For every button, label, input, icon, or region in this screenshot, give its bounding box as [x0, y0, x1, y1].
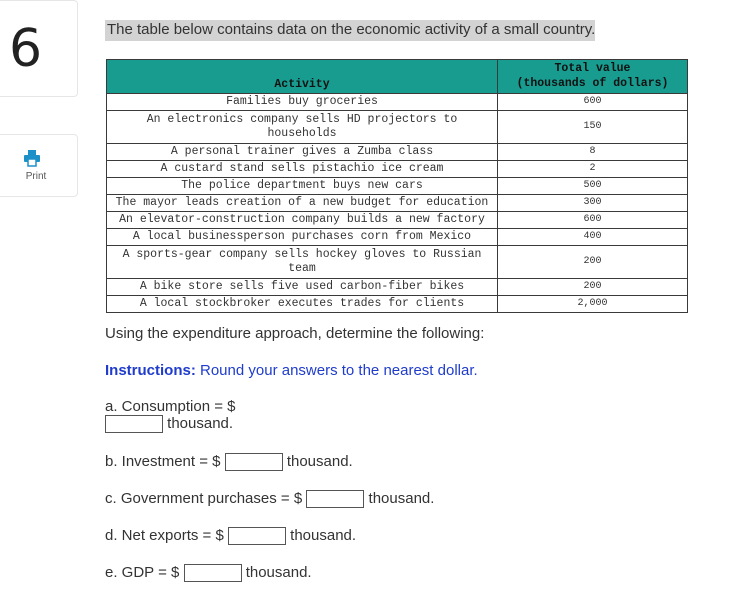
table-row — [107, 229, 688, 246]
net-exports-unit: thousand. — [290, 527, 357, 544]
government-input[interactable] — [306, 490, 364, 508]
activity-cell: An elevator-construction company builds a new factory — [107, 212, 498, 229]
consumption-unit: thousand. — [167, 415, 234, 432]
table-row — [107, 212, 688, 229]
header-total-value — [498, 60, 688, 94]
activity-cell: A local stockbroker executes trades for clients — [107, 296, 498, 313]
question-number-card — [0, 0, 78, 97]
header-value-line1: Total value — [554, 62, 631, 75]
activity-cell: A personal trainer gives a Zumba class — [107, 144, 498, 161]
activity-table — [106, 59, 688, 313]
print-button[interactable] — [0, 134, 78, 197]
activity-cell: The mayor leads creation of a new budget for education — [107, 195, 498, 212]
value-cell: 2,000 — [498, 296, 688, 313]
consumption-label: a. Consumption = $ — [105, 398, 236, 415]
value-cell: 300 — [498, 195, 688, 212]
instructions-label: Instructions: — [105, 362, 196, 379]
activity-cell: The police department buys new cars — [107, 178, 498, 195]
printer-icon — [23, 149, 41, 167]
intro-text: The table below contains data on the economic activity of a small country. — [105, 20, 595, 41]
value-cell: 500 — [498, 178, 688, 195]
gdp-unit: thousand. — [245, 564, 312, 581]
table-header-row — [107, 60, 688, 94]
net-exports-input[interactable] — [228, 527, 286, 545]
activity-cell: An electronics company sells HD projectors to households — [107, 111, 498, 144]
consumption-row — [105, 415, 233, 433]
gdp-input[interactable] — [184, 564, 242, 582]
table-row — [107, 144, 688, 161]
activity-cell: Families buy groceries — [107, 94, 498, 111]
value-cell: 400 — [498, 229, 688, 246]
government-row — [105, 490, 434, 508]
value-cell: 200 — [498, 279, 688, 296]
table-row — [107, 178, 688, 195]
government-label: c. Government purchases = $ — [105, 490, 303, 507]
value-cell: 600 — [498, 212, 688, 229]
activity-cell: A custard stand sells pistachio ice cream — [107, 161, 498, 178]
instructions-text: Round your answers to the nearest dollar. — [195, 362, 478, 379]
print-label: Print — [25, 171, 47, 182]
consumption-input[interactable] — [105, 415, 163, 433]
investment-unit: thousand. — [286, 453, 353, 470]
gdp-label: e. GDP = $ — [105, 564, 180, 581]
instructions — [105, 362, 478, 380]
table-row — [107, 195, 688, 212]
header-activity: Activity — [107, 60, 498, 94]
activity-cell: A local businessperson purchases corn from Mexico — [107, 229, 498, 246]
activity-cell: A sports-gear company sells hockey gloves to Russian team — [107, 246, 498, 279]
header-value-line2: (thousands of dollars) — [516, 77, 669, 90]
value-cell: 200 — [498, 246, 688, 279]
value-cell: 8 — [498, 144, 688, 161]
investment-input[interactable] — [225, 453, 283, 471]
table-row — [107, 296, 688, 313]
question-number: 6 — [9, 19, 43, 79]
net-exports-label: d. Net exports = $ — [105, 527, 224, 544]
value-cell: 150 — [498, 111, 688, 144]
value-cell: 2 — [498, 161, 688, 178]
investment-row — [105, 453, 353, 471]
table-row — [107, 161, 688, 178]
table-row — [107, 246, 688, 279]
activity-cell: A bike store sells five used carbon-fiber bikes — [107, 279, 498, 296]
table-row — [107, 279, 688, 296]
table-row — [107, 94, 688, 111]
gdp-row — [105, 564, 312, 582]
table-row — [107, 111, 688, 144]
investment-label: b. Investment = $ — [105, 453, 221, 470]
net-exports-row — [105, 527, 356, 545]
value-cell: 600 — [498, 94, 688, 111]
prompt-text: Using the expenditure approach, determine the following: — [105, 325, 485, 342]
government-unit: thousand. — [368, 490, 435, 507]
